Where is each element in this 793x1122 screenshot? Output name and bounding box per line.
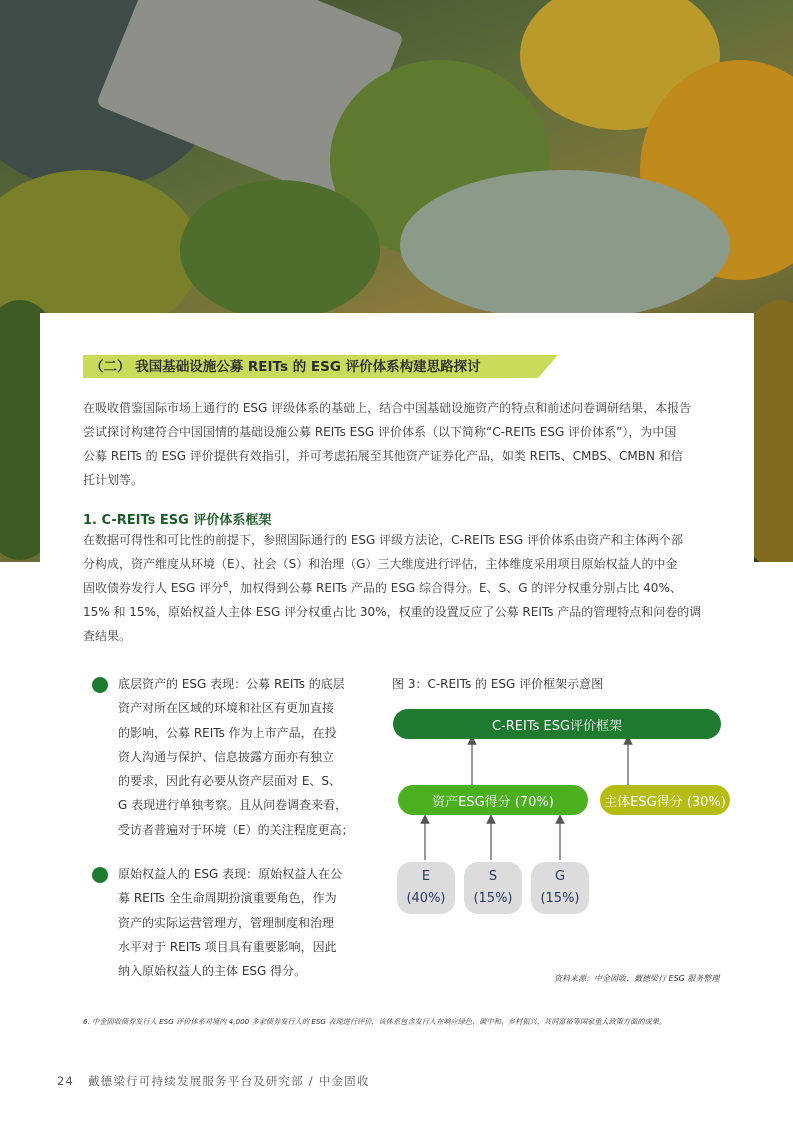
- node-e-weight: (40%): [406, 891, 446, 906]
- node-entity-esg-score: 主体ESG得分 (30%): [600, 785, 730, 815]
- node-creits-esg-framework: C-REITs ESG评价框架: [393, 709, 721, 739]
- bullet-line: 纳入原始权益人的主体 ESG 得分。: [118, 964, 307, 979]
- intro-line: 托计划等。: [83, 473, 144, 487]
- node-g-letter: G: [554, 869, 566, 884]
- figure-source: 资料来源：中金固收、戴德梁行 ESG 服务整理: [554, 974, 720, 983]
- framework-line: 15% 和 15%，原始权益人主体 ESG 评分权重占比 30%，权重的设置反应了公募 REITs 产品的管理特点和问卷的调: [83, 605, 702, 619]
- page-number: 24: [57, 1074, 75, 1088]
- framework-paragraph: [83, 528, 705, 648]
- bullet-asset-esg: [118, 672, 358, 842]
- node-asset-esg-score: 资产ESG得分 (70%): [398, 785, 588, 815]
- bullet-entity-esg: [118, 862, 358, 983]
- framework-line-part: 固收债券发行人 ESG 评分: [83, 581, 224, 595]
- bullet-line: 资人沟通与保护、信息披露方面亦有独立: [118, 749, 335, 764]
- page-footer: [57, 1073, 370, 1089]
- bullet-dot: [92, 867, 108, 883]
- framework-line: 查结果。: [83, 629, 132, 643]
- bullet-line: 原始权益人的 ESG 表现：原始权益人在公: [118, 867, 343, 881]
- bullet-line: 的要求，因此有必要从资产层面对 E、S、: [118, 774, 342, 789]
- bullet-line: G 表现进行单独考察。且从问卷调查来看，: [118, 798, 348, 813]
- footnote-ref[interactable]: 6: [223, 580, 229, 589]
- bullet-line: 水平对于 REITs 项目具有重要影响，因此: [118, 939, 337, 954]
- node-g: [531, 862, 589, 914]
- bullet-line: 资产对所在区域的环境和社区有更加直接: [118, 701, 335, 716]
- framework-line: [83, 576, 705, 600]
- intro-line: 在吸收借鉴国际市场上通行的 ESG 评级体系的基础上，结合中国基础设施资产的特点和前述问卷调研结果，本报告: [83, 401, 692, 415]
- node-g-weight: (15%): [540, 891, 580, 906]
- section-heading: （二） 我国基础设施公募 REITs 的 ESG 评价体系构建思路探讨: [90, 359, 481, 375]
- footer-text: 戴德梁行可持续发展服务平台及研究部 / 中金固收: [88, 1074, 370, 1088]
- bullet-line: 底层资产的 ESG 表现：公募 REITs 的底层: [118, 677, 345, 691]
- bullet-line: 的影响，公募 REITs 作为上市产品，在投: [118, 725, 337, 740]
- bullet-line: 受访者普遍对于环境（E）的关注程度更高；: [118, 822, 354, 837]
- bullet-line: 资产的实际运营管理方，管理制度和治理: [118, 915, 335, 930]
- intro-paragraph: [83, 396, 705, 492]
- node-s-letter: S: [488, 869, 498, 884]
- node-e-letter: E: [421, 869, 431, 884]
- intro-line: 公募 REITs 的 ESG 评价提供有效指引，并可考虑拓展至其他资产证券化产品，如类 REITs、CMBS、CMBN 和信: [83, 449, 683, 463]
- framework-line: 分构成，资产维度从环境（E）、社会（S）和治理（G）三大维度进行评估，主体维度采用项目原始权益人的中金: [83, 557, 678, 571]
- bullet-line: 募 REITs 全生命周期扮演重要角色，作为: [118, 891, 337, 906]
- node-s-weight: (15%): [473, 891, 513, 906]
- bullet-dot: [92, 677, 108, 693]
- node-s: [464, 862, 522, 914]
- framework-line: 在数据可得性和可比性的前提下，参照国际通行的 ESG 评级方法论，C-REITs ESG 评价体系由资产和主体两个部: [83, 533, 684, 547]
- node-e: [397, 862, 455, 914]
- intro-line: 尝试探讨构建符合中国国情的基础设施公募 REITs ESG 评价体系（以下简称“C-REITs ESG 评价体系”），为中国: [83, 425, 677, 439]
- subsection-title: 1. C-REITs ESG 评价体系框架: [83, 513, 272, 528]
- figure-caption: 图 3：C-REITs 的 ESG 评价框架示意图: [392, 677, 604, 691]
- framework-line-part: ，加权得到公募 REITs 产品的 ESG 综合得分。E、S、G 的评分权重分别占比 40%、: [228, 581, 682, 595]
- footnote: 6. 中金固收债券发行人 ESG 评价体系对境内 4,000 多家债券发行人的 ESG 表现进行评价，该体系包含发行人在响应绿色、碳中和、乡村振兴、共同富裕等国家重大政策方面的成果。: [83, 1017, 667, 1026]
